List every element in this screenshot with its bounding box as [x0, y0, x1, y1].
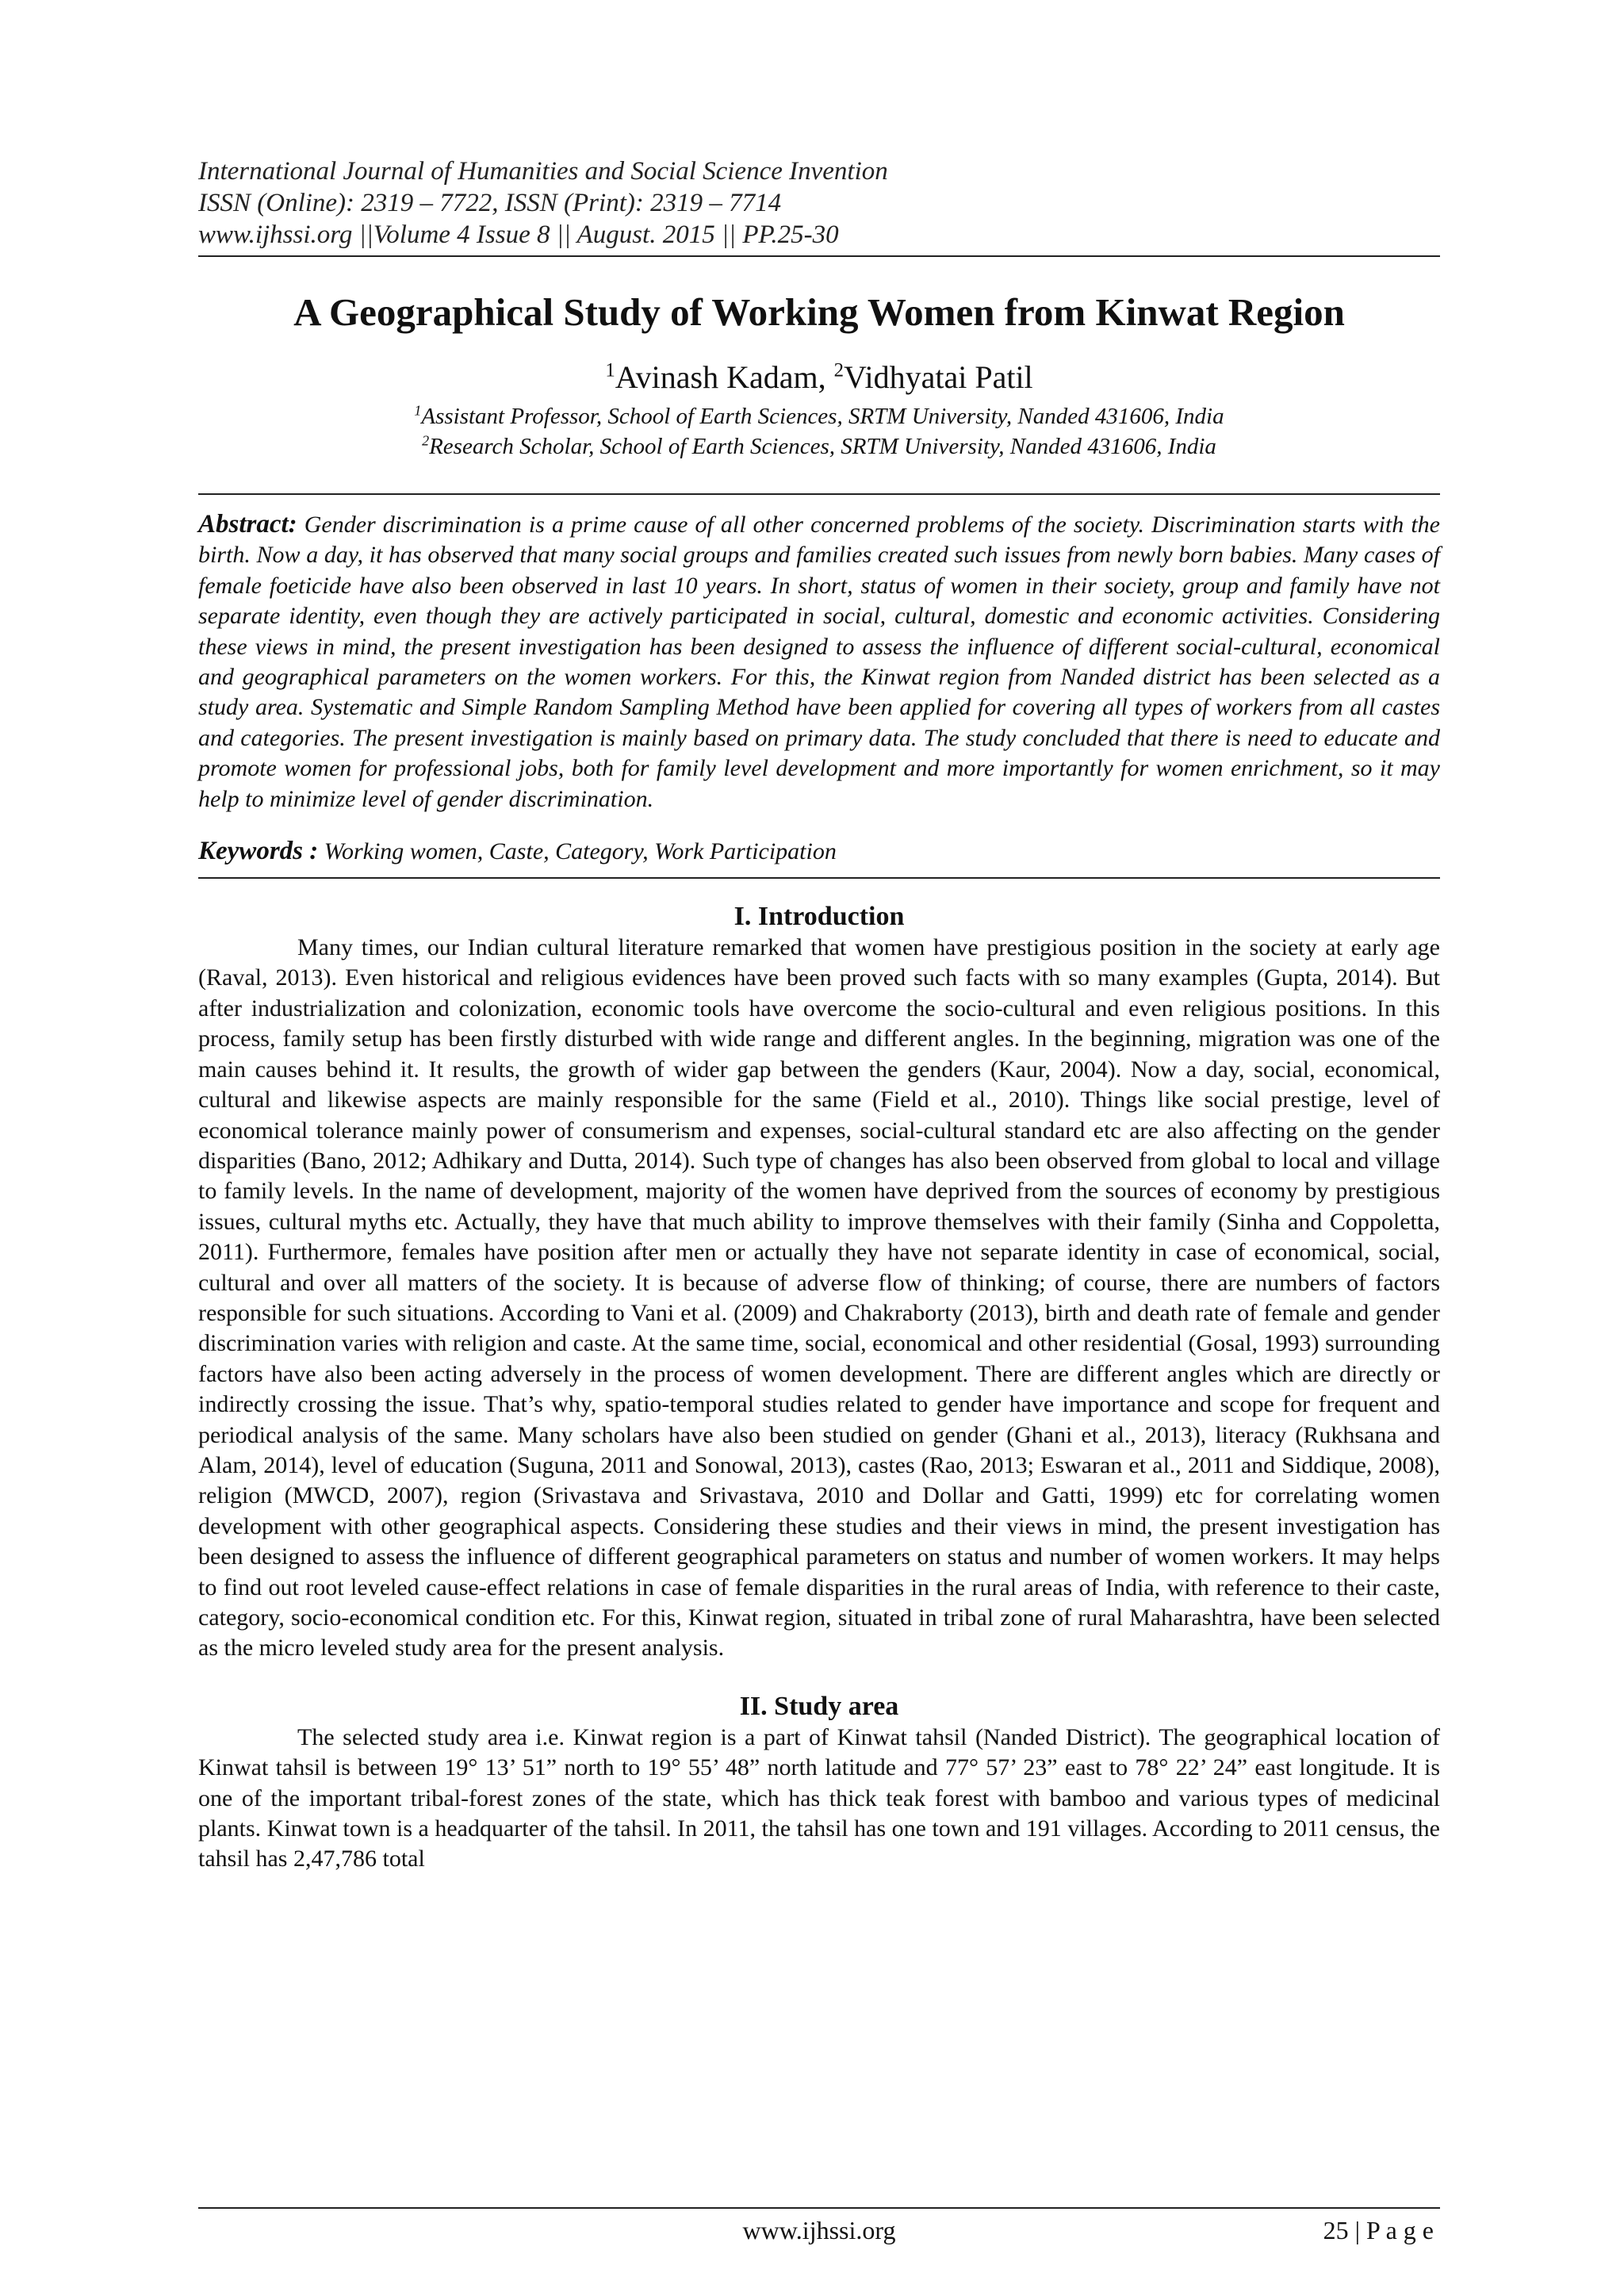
footer-site: www.ijhssi.org — [742, 2216, 896, 2244]
page-footer — [198, 2214, 1440, 2249]
page-number: 25 | P a g e — [1323, 2216, 1434, 2244]
journal-header — [198, 155, 1440, 251]
journal-issn: ISSN (Online): 2319 – 7722, ISSN (Print): 2319 – 7714 — [198, 189, 782, 217]
section-text-introduction: Many times, our Indian cultural literature remarked that women have prestigious position in the society at early age (Raval, 2013). Even historical and religious evidences have been proved such facts with so many examples (Gupta, 2014). But after industrialization and colonization, economic tools have overcome the socio-cultural and even religious positions. In this process, family setup has been firstly disturbed with wide range and different angles. In the beginning, migration was one of the main causes behind it. It results, the growth of wider gap between the genders (Kaur, 2004). Now a day, social, economical, cultural and likewise aspects are mainly responsible for the same (Field et al., 2010). Things like social prestige, level of economical tolerance mainly power of consumerism and expenses, social-cultural standard etc are also affecting on the gender disparities (Bano, 2012; Adhikary and Dutta, 2014). Such type of changes has also been observed from global to local and village to family levels. In the name of development, majority of the women have deprived from the sources of economy by prestigious issues, cultural myths etc. Actually, they have that much ability to improve themselves with their family (Sinha and Coppoletta, 2011). Furthermore, females have position after men or actually they have not separate identity in case of economical, social, cultural and over all matters of the society. It is because of adverse flow of thinking; of course, there are numbers of factors responsible for such situations. According to Vani et al. (2009) and Chakraborty (2013), birth and death rate of female and gender discrimination varies with religion and caste. At the same time, social, economical and other residential (Gosal, 1993) surrounding factors have also been acting adversely in the process of women development. There are different angles which are directly or indirectly crossing the issue. That’s why, spatio-temporal studies related to gender have importance and scope for frequent and periodical analysis of the same. Many scholars have also been studied on gender (Ghani et al., 2013), literacy (Rukhsana and Alam, 2014), level of education (Suguna, 2011 and Sonowal, 2013), castes (Rao, 2013; Eswaran et al., 2011 and Siddique, 2008), religion (MWCD, 2007), region (Srivastava and Srivastava, 2010 and Dollar and Gatti, 1999) etc for correlating women development with other geographical aspects. Considering these studies and their views in mind, the present investigation has been designed to assess the influence of different geographical parameters on status and number of women workers. It may helps to find out root leveled cause-effect relations in case of female disparities in the rural areas of India, with reference to their caste, category, socio-economical condition etc. For this, Kinwat region, situated in tribal zone of rural Maharashtra, have been selected as the micro leveled study area for the present analysis. — [198, 934, 1440, 1662]
section-text-study-area: The selected study area i.e. Kinwat region is a part of Kinwat tahsil (Nanded District). The geographical location of Kinwat tahsil is between 19° 13’ 51” north to 19° 55’ 48” north latitude and 77° 57’ 23” east to 78° 22’ 24” east longitude. It is one of the important tribal-forest zones of the state, which has thick teak forest with bamboo and various types of medicinal plants. Kinwat town is a headquarter of the tahsil. In 2011, the tahsil has one town and 191 villages. According to 2011 census, the tahsil has 2,47,786 total — [198, 1723, 1440, 1872]
abstract-text: Gender discrimination is a prime cause of all other concerned problems of the society. Discrimination starts with the birth. Now a day, it has observed that many social groups and families created such issues from newly born babies. Many cases of female foeticide have also been observed in last 10 years. In short, status of women in their society, group and family have not separate identity, even though they are actively participated in social, cultural, domestic and economic activities. Considering these views in mind, the present investigation has been designed to assess the influence of different social-cultural, economical and geographical parameters on the women workers. For this, the Kinwat region from Nanded district has been selected as a study area. Systematic and Simple Random Sampling Method have been applied for covering all types of workers from all castes and categories. The present investigation is mainly based on primary data. The study concluded that there is need to educate and promote women for professional jobs, both for family level development and more importantly for women enrichment, so it may help to minimize level of gender discrimination. — [198, 512, 1440, 812]
header-divider — [198, 255, 1440, 257]
section-heading-introduction: I. Introduction — [733, 902, 905, 932]
affiliation-2 — [198, 431, 1440, 462]
author1-marker: 1 — [605, 359, 615, 381]
keywords-divider — [198, 877, 1440, 879]
keywords-text: Working women, Caste, Category, Work Participation — [324, 838, 837, 865]
footer-divider — [198, 2207, 1440, 2209]
author1-name: Avinash Kadam, — [615, 359, 834, 395]
paper-page — [198, 155, 1440, 1875]
journal-issue: www.ijhssi.org ||Volume 4 Issue 8 || August. 2015 || PP.25-30 — [198, 220, 839, 249]
abstract-label: Abstract: — [198, 510, 297, 539]
author2-marker: 2 — [833, 359, 844, 381]
author-line — [198, 358, 1440, 397]
author2-name: Vidhyatai Patil — [844, 359, 1033, 395]
section-heading-study-area: II. Study area — [739, 1691, 899, 1721]
journal-name: International Journal of Humanities and Social Science Invention — [198, 157, 888, 186]
keywords-label: Keywords : — [198, 837, 319, 866]
affiliation-1 — [198, 401, 1440, 431]
affiliation-1-text: Assistant Professor, School of Earth Sciences, SRTM University, Nanded 431606, India — [421, 404, 1224, 429]
abstract — [198, 509, 1440, 815]
paper-title: A Geographical Study of Working Women from Kinwat Region — [293, 290, 1345, 334]
affiliation-2-text: Research Scholar, School of Earth Sciences, SRTM University, Nanded 431606, India — [429, 434, 1216, 459]
abstract-divider — [198, 493, 1440, 495]
keywords — [198, 835, 1440, 868]
affiliation-1-marker: 1 — [414, 402, 422, 419]
affiliation-2-marker: 2 — [422, 432, 430, 449]
